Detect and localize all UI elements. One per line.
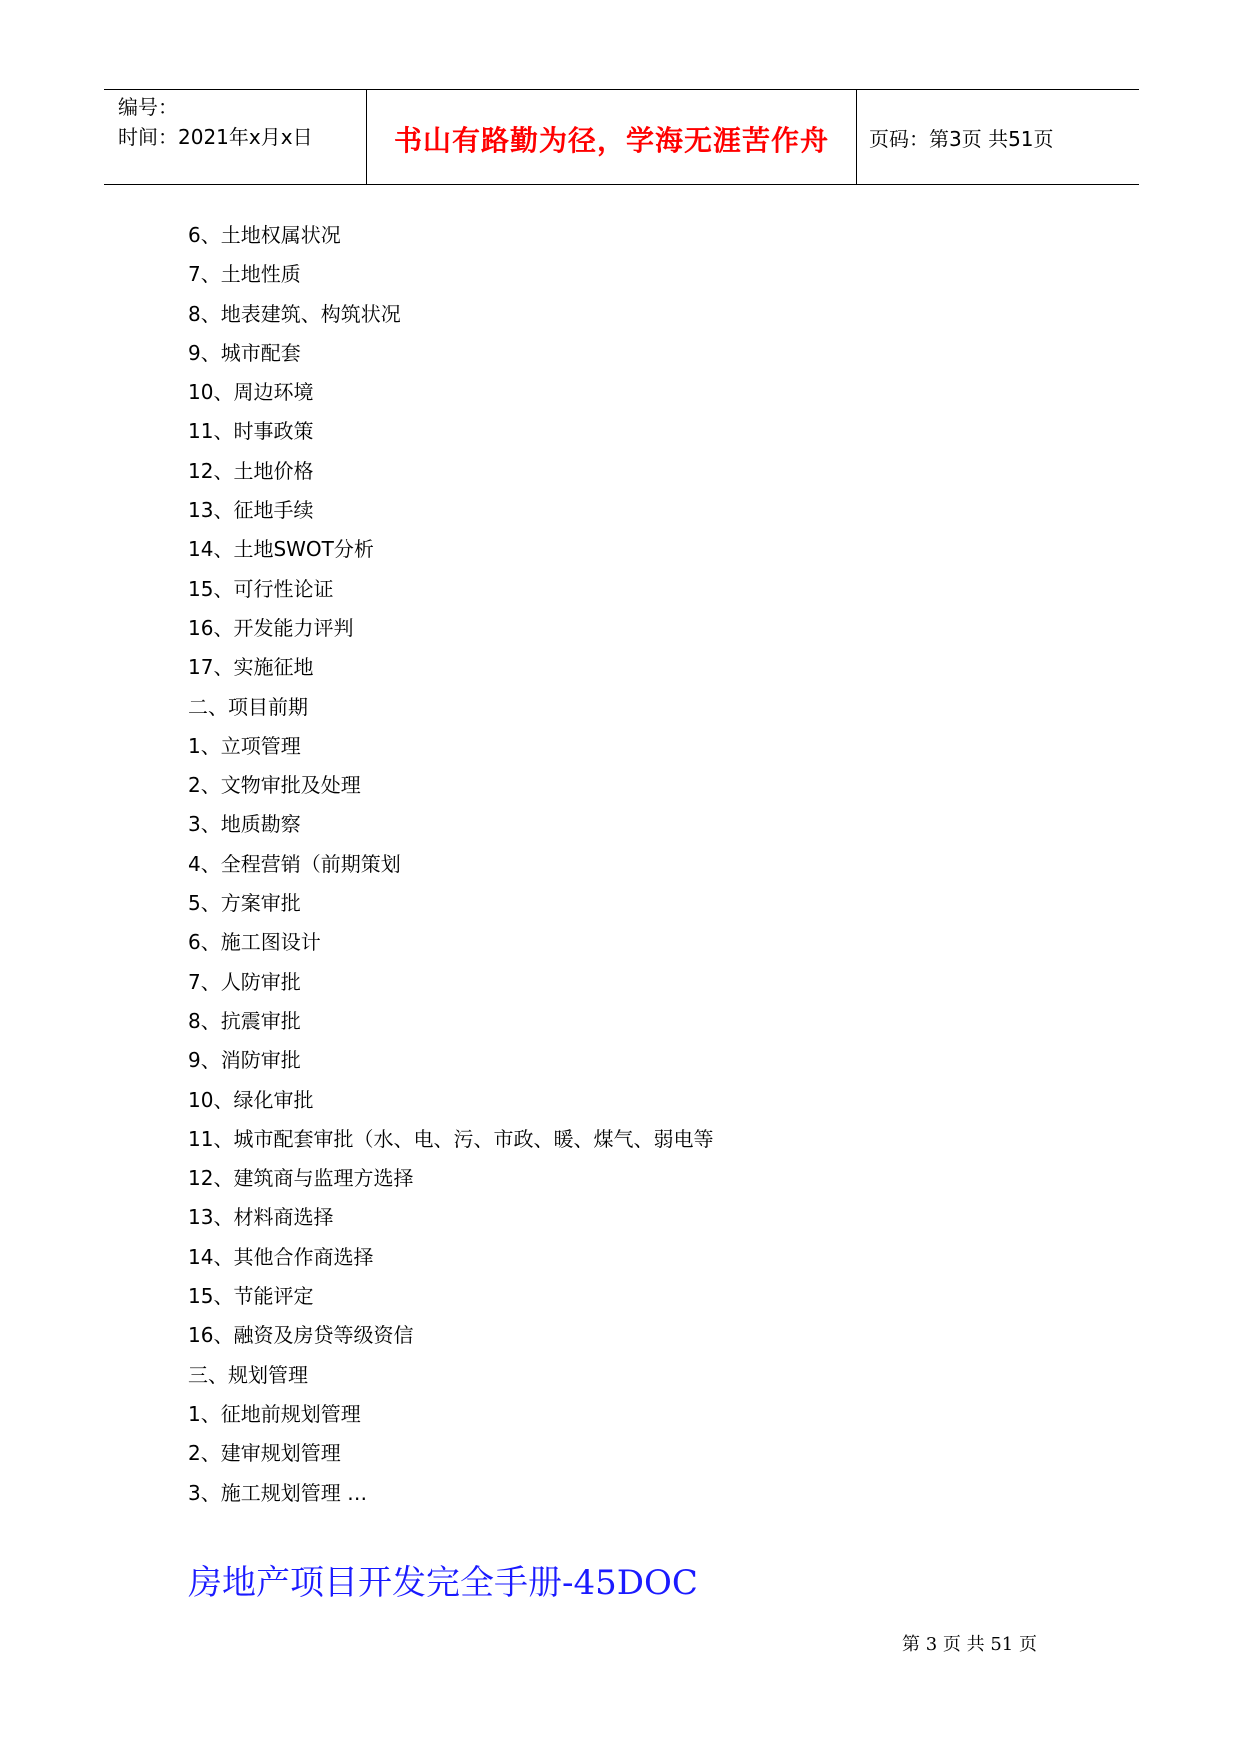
toc-item: 2、建审规划管理 (188, 1441, 341, 1466)
toc-item: 13、材料商选择 (188, 1205, 334, 1230)
toc-item: 11、时事政策 (188, 419, 314, 444)
toc-item: 6、土地权属状况 (188, 223, 341, 247)
toc-item: 12、土地价格 (188, 458, 314, 483)
toc-section-heading: 三、规划管理 (188, 1362, 308, 1387)
toc-item: 17、实施征地 (188, 655, 314, 680)
page-footer: 第 3 页 共 51 页 (902, 1634, 1037, 1655)
toc-item: 4、全程营销（前期策划 (188, 851, 401, 876)
toc-item: 15、节能评定 (188, 1284, 314, 1309)
toc-item: 1、征地前规划管理 (188, 1401, 361, 1426)
toc-item: 16、开发能力评判 (188, 615, 354, 640)
toc-item: 8、抗震审批 (188, 1008, 301, 1033)
document-date-label: 时间：2021年x月x日 (118, 125, 313, 149)
toc-item: 7、土地性质 (188, 262, 301, 287)
toc-item: 14、其他合作商选择 (188, 1244, 374, 1269)
toc-item: 6、施工图设计 (188, 930, 321, 955)
toc-item: 2、文物审批及处理 (188, 773, 361, 798)
toc-item: 5、方案审批 (188, 891, 301, 916)
toc-item: 7、人防审批 (188, 969, 301, 994)
motto-text: 书山有路勤为径，学海无涯苦作舟 (393, 124, 829, 157)
toc-item: 10、绿化审批 (188, 1087, 314, 1112)
table-of-contents (188, 216, 713, 1513)
toc-item: 14、土地SWOT分析 (188, 537, 374, 562)
toc-item: 3、施工规划管理 … (188, 1480, 368, 1505)
header-motto-cell (367, 90, 857, 184)
toc-item: 12、建筑商与监理方选择 (188, 1166, 414, 1191)
document-title: 房地产项目开发完全手册-45DOC (188, 1563, 698, 1603)
toc-section-heading: 二、项目前期 (188, 694, 308, 719)
toc-item: 10、周边环境 (188, 380, 314, 405)
toc-item: 16、融资及房贷等级资信 (188, 1323, 414, 1348)
toc-item: 11、城市配套审批（水、电、污、市政、暖、煤气、弱电等 (188, 1126, 714, 1151)
toc-item: 9、消防审批 (188, 1048, 301, 1073)
header-table (104, 89, 1139, 185)
toc-item: 8、地表建筑、构筑状况 (188, 301, 401, 326)
toc-item: 3、地质勘察 (188, 812, 301, 837)
toc-item: 1、立项管理 (188, 733, 301, 758)
toc-item: 13、征地手续 (188, 498, 314, 523)
header-info-cell (104, 90, 367, 184)
toc-item: 15、可行性论证 (188, 576, 334, 601)
page-number-label: 页码：第3页 共51页 (869, 126, 1054, 151)
header-page-cell (857, 90, 1139, 184)
toc-item: 9、城市配套 (188, 340, 301, 365)
document-number-label: 编号： (118, 95, 178, 119)
